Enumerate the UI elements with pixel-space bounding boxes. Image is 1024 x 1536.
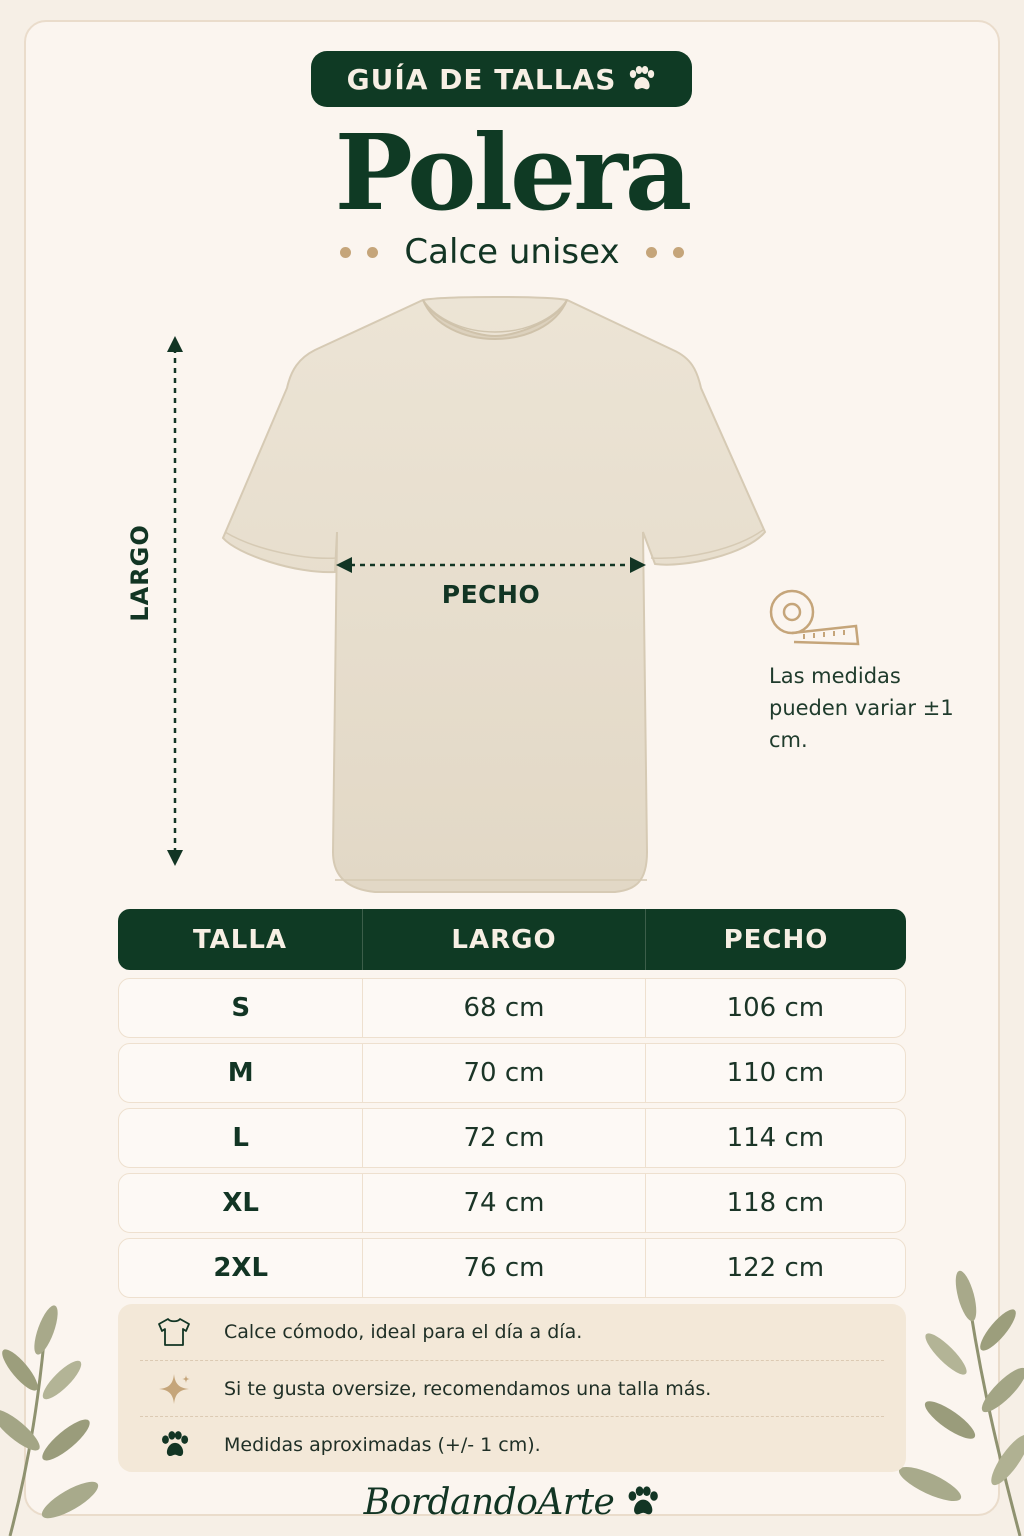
size-cell: L [232,1123,249,1153]
dots-right-decoration [646,247,684,258]
size-cell: XL [222,1188,259,1218]
size-cell: S [231,993,251,1023]
header-chest: PECHO [645,909,906,970]
list-item [140,1416,884,1472]
size-cell: M [227,1058,254,1088]
header-size: TALLA [192,924,288,955]
chest-arrow [336,550,646,580]
table-row [118,1043,906,1103]
sparkle-icon [154,1369,194,1409]
table-row [118,1173,906,1233]
size-guide-badge [311,51,692,107]
paw-icon [624,1485,660,1519]
subtitle-row [0,230,1024,274]
size-guide-badge-label: GUÍA DE TALLAS [346,62,617,96]
length-label: LARGO [126,524,154,622]
length-cell: 70 cm [362,1044,644,1102]
chest-cell: 110 cm [645,1044,905,1102]
chest-cell: 118 cm [645,1174,905,1232]
table-row [118,978,906,1038]
length-cell: 68 cm [362,979,644,1037]
chest-cell: 114 cm [645,1109,905,1167]
measuring-tape-icon [768,586,864,648]
length-cell: 72 cm [362,1109,644,1167]
length-arrow [160,336,190,866]
header-length: LARGO [362,909,645,970]
tshirt-icon [154,1312,194,1352]
note-text: Calce cómodo, ideal para el día a día. [224,1321,583,1343]
list-item [140,1304,884,1360]
note-text: Medidas aproximadas (+/- 1 cm). [224,1433,541,1456]
list-item [140,1360,884,1416]
paw-icon [154,1425,194,1465]
note-text: Si te gusta oversize, recomendamos una talla más. [224,1377,712,1400]
table-row [118,1108,906,1168]
size-table-header [118,909,906,970]
brand-footer [0,1474,1024,1530]
page-subtitle: Calce unisex [404,232,620,272]
notes-box [118,1304,906,1472]
chest-cell: 122 cm [645,1239,905,1297]
table-row [118,1238,906,1298]
dots-left-decoration [340,247,378,258]
paw-icon [626,65,656,93]
page-title: Polera [334,111,690,234]
length-cell: 76 cm [362,1239,644,1297]
chest-label: PECHO [441,580,541,609]
brand-logo: BordandoArte [363,1481,615,1523]
size-cell: 2XL [213,1253,269,1283]
size-table-body [118,978,906,1303]
length-cell: 74 cm [362,1174,644,1232]
tolerance-note: Las medidas pueden variar ±1 cm. [769,664,954,752]
chest-cell: 106 cm [645,979,905,1037]
